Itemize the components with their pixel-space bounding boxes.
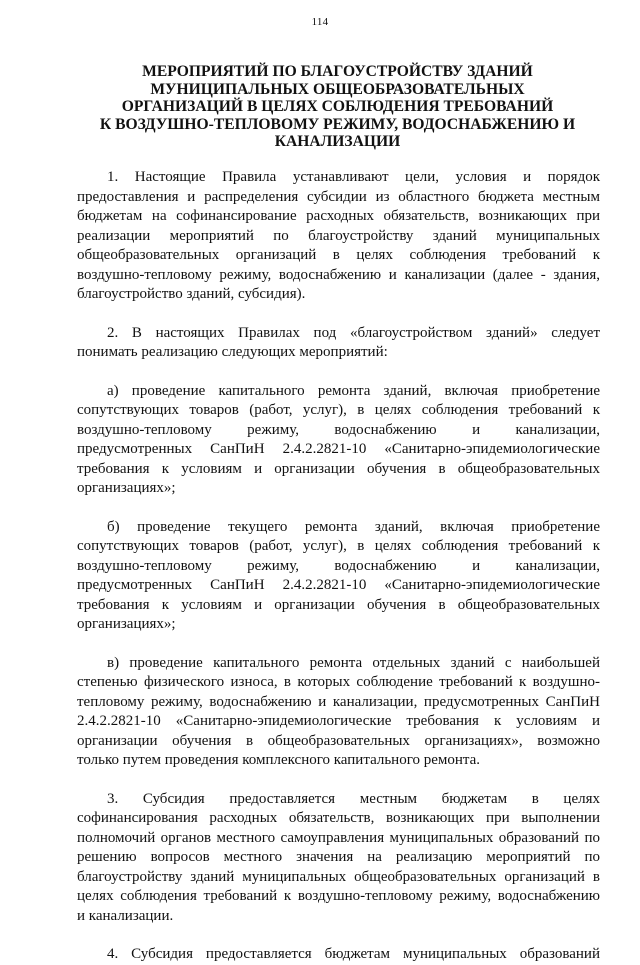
page-number: 114 (311, 16, 329, 28)
document-body (77, 168, 600, 965)
text-line: организациях»; (77, 480, 176, 496)
paragraph-v (77, 654, 600, 771)
text-line: 2. В настоящих Правилах под «благоустройством зданий» следует (107, 324, 600, 341)
text-line: и канализации. (77, 907, 174, 924)
text-line: воздушно-тепловому режиму, водоснабжению и канализации, (77, 421, 600, 438)
text-line: благоустройство зданий, субсидия). (77, 286, 306, 302)
text-line: благоустройству зданий муниципальных общеобразовательных организаций в (77, 868, 600, 885)
title-line: МУНИЦИПАЛЬНЫХ ОБЩЕОБРАЗОВАТЕЛЬНЫХ (150, 80, 525, 98)
title-line: К ВОЗДУШНО-ТЕПЛОВОМУ РЕЖИМУ, ВОДОСНАБЖЕНИЮ И (99, 115, 576, 133)
text-line: тепловому режиму, водоснабжению и канализации, предусмотренных СанПиН (77, 693, 600, 710)
text-line: в) проведение капитального ремонта отдельных зданий с наибольшей (107, 654, 600, 671)
text-line: воздушно-тепловому режиму, водоснабжению и канализации (далее - здания, (77, 266, 600, 283)
title-line: ОРГАНИЗАЦИЙ В ЦЕЛЯХ СОБЛЮДЕНИЯ ТРЕБОВАНИЙ (121, 98, 554, 115)
text-line: полномочий органов местного самоуправления муниципальных образований по (77, 829, 600, 846)
text-line: софинансирования расходных обязательств, возникающих при выполнении (77, 810, 600, 826)
text-line: реализации мероприятий по благоустройству зданий муниципальных (77, 227, 600, 244)
text-line: организации обучения в общеобразовательных организациях», возможно (77, 732, 600, 749)
text-line: бюджетам на софинансирование расходных обязательств, возникающих при (77, 208, 600, 224)
text-line: 3. Субсидия предоставляется местным бюджетам в целях (107, 790, 600, 807)
text-line: понимать реализацию следующих мероприятий: (77, 344, 388, 360)
paragraph-3 (77, 790, 600, 927)
paragraph-a (77, 382, 600, 499)
text-line: решению вопросов местного значения на реализацию мероприятий по (77, 849, 600, 865)
text-line: организациях»; (77, 616, 176, 632)
text-line: общеобразовательных организаций в целях соблюдения требований к (77, 247, 600, 263)
text-line: требования к условиям и организации обучения в общеобразовательных (77, 460, 600, 477)
paragraph-4 (77, 945, 600, 965)
text-line: сопутствующих товаров (работ, услуг), в целях соблюдения требований к (77, 538, 600, 554)
paragraph-b (77, 518, 600, 635)
text-line: степенью физического износа, в которых соблюдение требований к воздушно- (77, 674, 600, 690)
text-line: 4. Субсидия предоставляется бюджетам муниципальных образований (107, 946, 600, 962)
text-line: только путем проведения комплексного капитального ремонта. (77, 752, 481, 768)
text-line: предусмотренных СанПиН 2.4.2.2821-10 «Санитарно-эпидемиологические (77, 577, 600, 593)
text-line: сопутствующих товаров (работ, услуг), в целях соблюдения требований к (77, 402, 600, 418)
text-line: воздушно-тепловому режиму, водоснабжению и канализации, (77, 557, 600, 574)
text-line: требования к условиям и организации обучения в общеобразовательных (77, 596, 600, 613)
title-line: КАНАЛИЗАЦИИ (274, 133, 401, 150)
text-line: предоставления и распределения субсидии из областного бюджета местным (77, 188, 600, 205)
text-line: а) проведение капитального ремонта зданий, включая приобретение (107, 382, 600, 399)
text-line: предусмотренных СанПиН 2.4.2.2821-10 «Санитарно-эпидемиологические (77, 441, 600, 457)
text-line: б) проведение текущего ремонта зданий, включая приобретение (107, 518, 600, 535)
text-line: 1. Настоящие Правила устанавливают цели, условия и порядок (107, 169, 600, 185)
paragraph-1 (77, 168, 600, 305)
paragraph-2 (77, 324, 600, 363)
title-line: МЕРОПРИЯТИЙ ПО БЛАГОУСТРОЙСТВУ ЗДАНИЙ (142, 63, 533, 80)
text-line: 2.4.2.2821-10 «Санитарно-эпидемиологические требования к условиям и (77, 713, 600, 729)
text-line: целях соблюдения требований к воздушно-тепловому режиму, водоснабжению (77, 888, 600, 904)
document-title (60, 63, 615, 151)
